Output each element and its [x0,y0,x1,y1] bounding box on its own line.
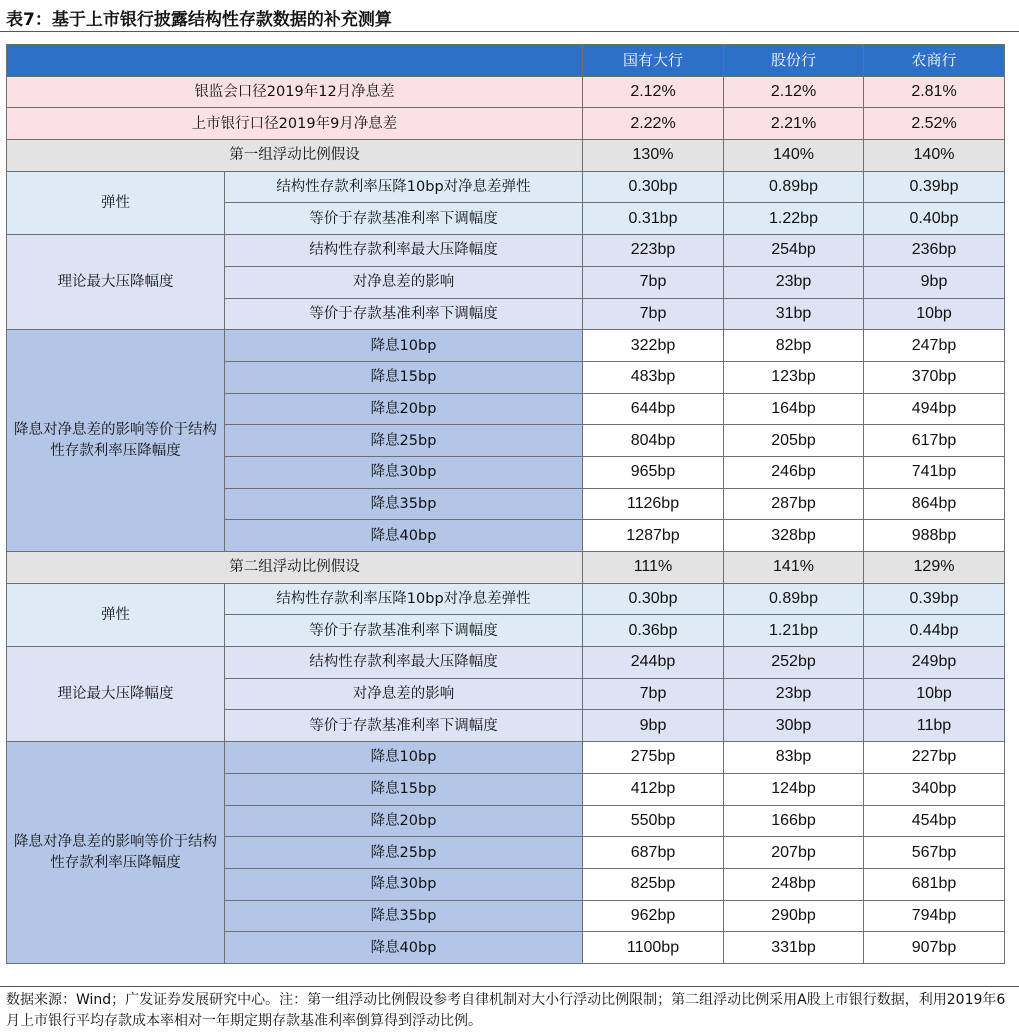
value-cell: 2.81% [864,76,1005,108]
rate-cut-row [7,742,1005,774]
value-cell: 0.30bp [583,171,724,203]
row-label: 等价于存款基准利率下调幅度 [225,298,583,330]
value-cell: 0.39bp [864,583,1005,615]
row-label: 降息25bp [225,425,583,457]
row-label: 等价于存款基准利率下调幅度 [225,615,583,647]
value-cell: 681bp [864,868,1005,900]
value-cell: 907bp [864,932,1005,964]
row-label: 降息20bp [225,805,583,837]
row-label: 银监会口径2019年12月净息差 [7,76,583,108]
table-body [7,45,1005,964]
value-cell: 223bp [583,235,724,267]
max-cut-row [7,647,1005,679]
value-cell: 30bp [724,710,864,742]
value-cell: 2.21% [724,108,864,140]
row-label: 降息40bp [225,932,583,964]
title-divider [0,31,1019,32]
rate-cut-section-label: 降息对净息差的影响等价于结构性存款利率压降幅度 [7,330,225,552]
row-label: 降息20bp [225,393,583,425]
header-col-joint-stock: 股份行 [724,45,864,77]
value-cell: 1.22bp [724,203,864,235]
value-cell: 10bp [864,678,1005,710]
value-cell: 7bp [583,678,724,710]
row-label: 对净息差的影响 [225,266,583,298]
value-cell: 244bp [583,647,724,679]
group-header-row [7,140,1005,172]
row-label: 结构性存款利率最大压降幅度 [225,647,583,679]
value-cell: 322bp [583,330,724,362]
row-label: 等价于存款基准利率下调幅度 [225,203,583,235]
value-cell: 370bp [864,361,1005,393]
row-label: 降息30bp [225,456,583,488]
value-cell: 246bp [724,456,864,488]
row-label: 降息40bp [225,520,583,552]
value-cell: 412bp [583,773,724,805]
row-label: 等价于存款基准利率下调幅度 [225,710,583,742]
value-cell: 164bp [724,393,864,425]
value-cell: 141% [724,552,864,584]
value-cell: 7bp [583,266,724,298]
value-cell: 290bp [724,900,864,932]
header-col-rural: 农商行 [864,45,1005,77]
value-cell: 1287bp [583,520,724,552]
value-cell: 0.31bp [583,203,724,235]
value-cell: 0.89bp [724,583,864,615]
value-cell: 2.12% [583,76,724,108]
footer-divider [0,986,1019,987]
value-cell: 825bp [583,868,724,900]
value-cell: 205bp [724,425,864,457]
value-cell: 124bp [724,773,864,805]
value-cell: 741bp [864,456,1005,488]
elasticity-section-label: 弹性 [7,583,225,646]
value-cell: 123bp [724,361,864,393]
row-label: 降息30bp [225,868,583,900]
value-cell: 140% [864,140,1005,172]
value-cell: 166bp [724,805,864,837]
value-cell: 804bp [583,425,724,457]
row-listed-nim [7,108,1005,140]
value-cell: 644bp [583,393,724,425]
value-cell: 236bp [864,235,1005,267]
max-cut-section-label: 理论最大压降幅度 [7,647,225,742]
value-cell: 111% [583,552,724,584]
value-cell: 494bp [864,393,1005,425]
value-cell: 9bp [864,266,1005,298]
value-cell: 129% [864,552,1005,584]
elasticity-section-label: 弹性 [7,171,225,234]
value-cell: 252bp [724,647,864,679]
row-label: 降息35bp [225,488,583,520]
row-label: 降息10bp [225,330,583,362]
value-cell: 254bp [724,235,864,267]
row-label: 降息15bp [225,361,583,393]
value-cell: 331bp [724,932,864,964]
value-cell: 130% [583,140,724,172]
elasticity-row [7,171,1005,203]
row-label: 降息25bp [225,837,583,869]
max-cut-row [7,235,1005,267]
row-label: 上市银行口径2019年9月净息差 [7,108,583,140]
value-cell: 31bp [724,298,864,330]
value-cell: 617bp [864,425,1005,457]
row-label: 降息10bp [225,742,583,774]
value-cell: 2.52% [864,108,1005,140]
value-cell: 0.89bp [724,171,864,203]
value-cell: 7bp [583,298,724,330]
value-cell: 1126bp [583,488,724,520]
value-cell: 227bp [864,742,1005,774]
value-cell: 1.21bp [724,615,864,647]
value-cell: 249bp [864,647,1005,679]
value-cell: 687bp [583,837,724,869]
value-cell: 207bp [724,837,864,869]
value-cell: 988bp [864,520,1005,552]
row-label: 结构性存款利率最大压降幅度 [225,235,583,267]
value-cell: 83bp [724,742,864,774]
data-table [6,44,1005,964]
header-blank-cell [7,45,583,77]
value-cell: 247bp [864,330,1005,362]
row-cbirc-nim [7,76,1005,108]
value-cell: 483bp [583,361,724,393]
row-label: 降息35bp [225,900,583,932]
value-cell: 965bp [583,456,724,488]
value-cell: 275bp [583,742,724,774]
value-cell: 454bp [864,805,1005,837]
source-note: 数据来源：Wind；广发证券发展研究中心。注：第一组浮动比例假设参考自律机制对大小行浮动比例限制；第二组浮动比例采用A股上市银行数据，利用2019年6月上市银行平均存款成本率相对一年期定期存款基准利率倒算得到浮动比例。 [6,992,1006,1029]
rate-cut-section-label: 降息对净息差的影响等价于结构性存款利率压降幅度 [7,742,225,964]
group-header-label: 第一组浮动比例假设 [7,140,583,172]
value-cell: 567bp [864,837,1005,869]
value-cell: 962bp [583,900,724,932]
table-title: 表7：基于上市银行披露结构性存款数据的补充测算 [6,10,392,30]
value-cell: 2.12% [724,76,864,108]
value-cell: 11bp [864,710,1005,742]
row-label: 结构性存款利率压降10bp对净息差弹性 [225,583,583,615]
value-cell: 2.22% [583,108,724,140]
value-cell: 82bp [724,330,864,362]
value-cell: 328bp [724,520,864,552]
value-cell: 23bp [724,266,864,298]
elasticity-row [7,583,1005,615]
value-cell: 340bp [864,773,1005,805]
value-cell: 1100bp [583,932,724,964]
value-cell: 0.39bp [864,171,1005,203]
value-cell: 0.44bp [864,615,1005,647]
row-label: 结构性存款利率压降10bp对净息差弹性 [225,171,583,203]
value-cell: 23bp [724,678,864,710]
value-cell: 0.36bp [583,615,724,647]
value-cell: 248bp [724,868,864,900]
group-header-label: 第二组浮动比例假设 [7,552,583,584]
value-cell: 0.30bp [583,583,724,615]
table-header-row [7,45,1005,77]
value-cell: 864bp [864,488,1005,520]
value-cell: 287bp [724,488,864,520]
value-cell: 9bp [583,710,724,742]
row-label: 降息15bp [225,773,583,805]
header-col-state-banks: 国有大行 [583,45,724,77]
value-cell: 10bp [864,298,1005,330]
value-cell: 794bp [864,900,1005,932]
value-cell: 0.40bp [864,203,1005,235]
max-cut-section-label: 理论最大压降幅度 [7,235,225,330]
value-cell: 140% [724,140,864,172]
rate-cut-row [7,330,1005,362]
row-label: 对净息差的影响 [225,678,583,710]
value-cell: 550bp [583,805,724,837]
group-header-row [7,552,1005,584]
